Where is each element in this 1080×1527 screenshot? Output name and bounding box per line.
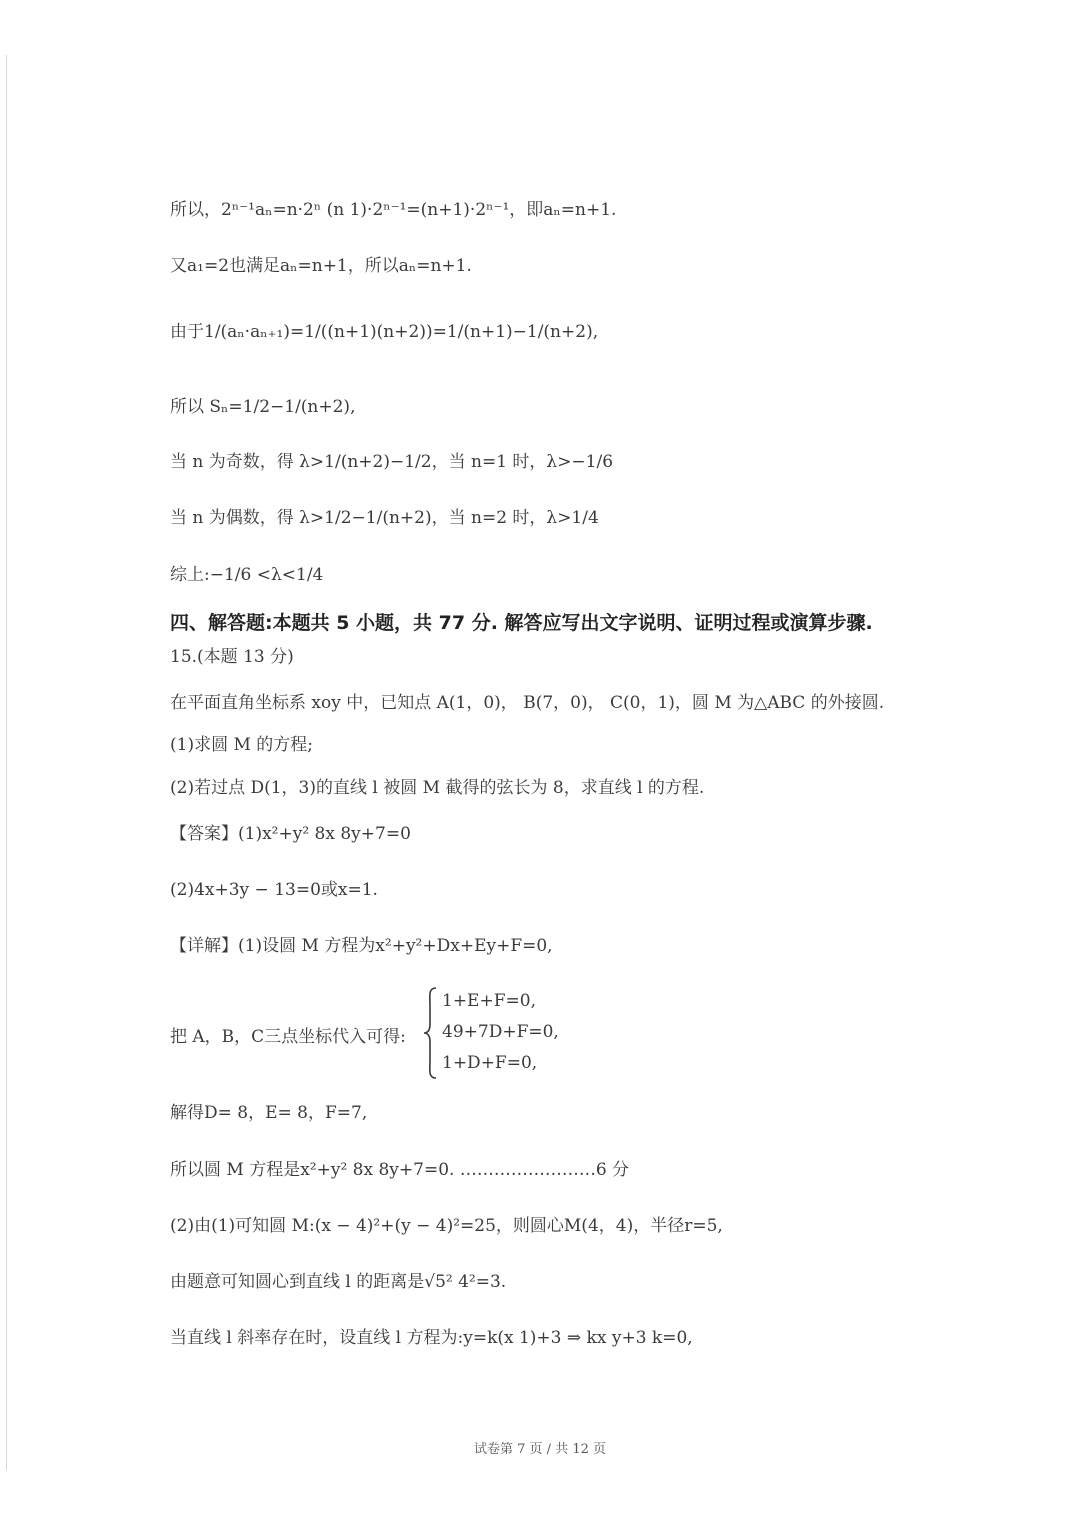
result-line: 所以圆 M 方程是x²+y² 8x 8y+7=0. ……………………6 分 xyxy=(170,1160,630,1180)
system-row: 1+E+F=0, xyxy=(442,991,536,1011)
text-line: 又a₁=2也满足aₙ=n+1，所以aₙ=n+1. xyxy=(170,256,472,276)
problem-statement: 在平面直角坐标系 xoy 中，已知点 A(1，0)， B(7，0)， C(0，1)，圆 M 为△ABC 的外接圆. xyxy=(170,693,885,713)
page-edge xyxy=(6,55,7,1470)
text-line: 综上:−1/6 <λ<1/4 xyxy=(170,565,324,585)
brace-icon xyxy=(422,986,438,1080)
answer-line-2: (2)4x+3y − 13=0或x=1. xyxy=(170,880,378,900)
part2-line-3: 当直线 l 斜率存在时，设直线 l 方程为:y=k(x 1)+3 ⇒ kx y+3 k=0, xyxy=(170,1328,693,1348)
problem-part-1: (1)求圆 M 的方程; xyxy=(170,735,314,755)
text-line: 当 n 为偶数，得 λ>1/2−1/(n+2)，当 n=2 时，λ>1/4 xyxy=(170,508,599,528)
page-footer: 试卷第 7 页 / 共 12 页 xyxy=(474,1442,606,1457)
solve-line: 解得D= 8，E= 8，F=7, xyxy=(170,1103,368,1123)
answer-line-1: 【答案】(1)x²+y² 8x 8y+7=0 xyxy=(170,824,411,844)
system-label: 把 A，B，C三点坐标代入可得: xyxy=(170,1027,406,1047)
system-row: 49+7D+F=0, xyxy=(442,1022,559,1042)
part2-line-2: 由题意可知圆心到直线 l 的距离是√5² 4²=3. xyxy=(170,1272,507,1292)
system-rows xyxy=(442,986,559,1079)
detail-line-1: 【详解】(1)设圆 M 方程为x²+y²+Dx+Ey+F=0, xyxy=(170,936,553,956)
text-line: 由于1/(aₙ·aₙ₊₁)=1/((n+1)(n+2))=1/(n+1)−1/(n+2), xyxy=(170,322,599,342)
part2-line-1: (2)由(1)可知圆 M:(x − 4)²+(y − 4)²=25，则圆心M(4，4)，半径r=5, xyxy=(170,1216,723,1236)
section-heading: 四、解答题:本题共 5 小题，共 77 分. 解答应写出文字说明、证明过程或演算步骤. xyxy=(170,612,873,634)
text-line: 所以，2ⁿ⁻¹aₙ=n·2ⁿ (n 1)·2ⁿ⁻¹=(n+1)·2ⁿ⁻¹，即aₙ=n+1. xyxy=(170,200,617,220)
text-line: 当 n 为奇数，得 λ>1/(n+2)−1/2，当 n=1 时，λ>−1/6 xyxy=(170,452,614,472)
system-row: 1+D+F=0, xyxy=(442,1053,538,1073)
text-line: 所以 Sₙ=1/2−1/(n+2), xyxy=(170,397,356,417)
question-number: 15.(本题 13 分) xyxy=(170,647,294,667)
problem-part-2: (2)若过点 D(1，3)的直线 l 被圆 M 截得的弦长为 8，求直线 l 的方程. xyxy=(170,778,705,798)
